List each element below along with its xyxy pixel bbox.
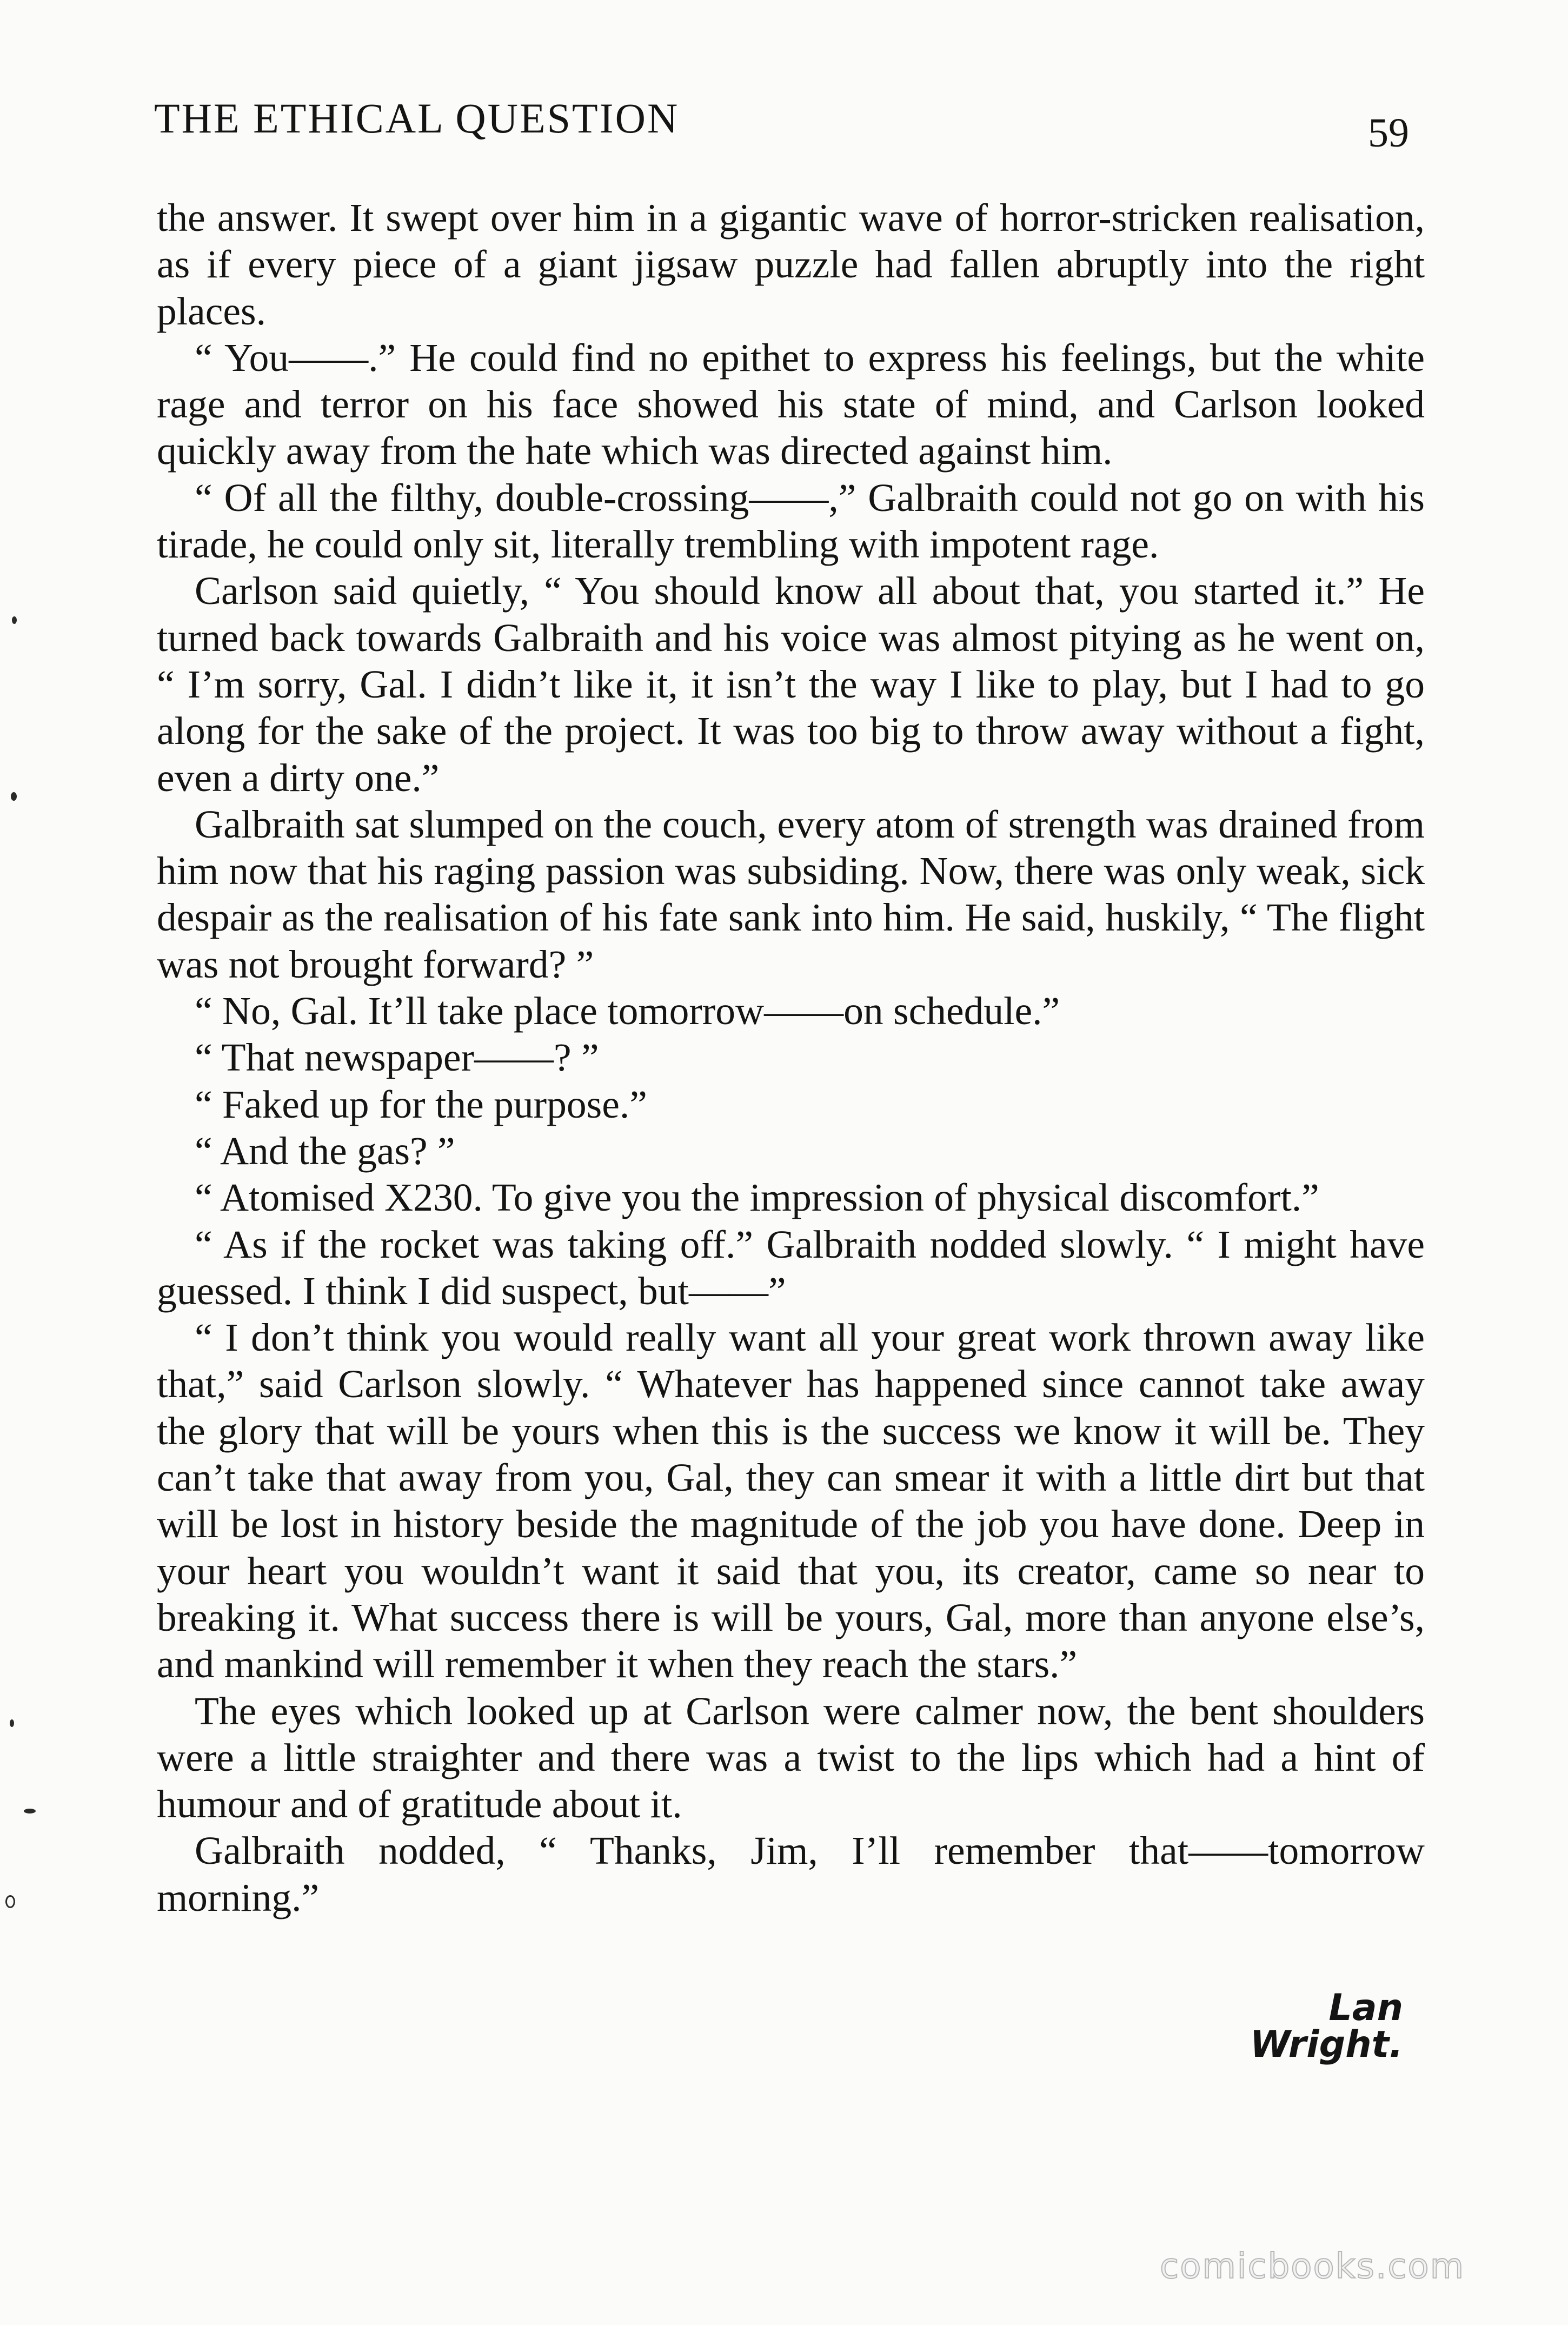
paragraph: “ Faked up for the purpose.”: [195, 1082, 647, 1126]
author-byline: Lan Wright.: [1250, 1987, 1403, 2066]
paragraph: “ And the gas? ”: [195, 1128, 455, 1173]
scan-speck: [11, 792, 17, 801]
paragraph: “ I don’t think you would really want all your great work thrown away like that,” said Carlson slowly. “ Whatever has happened since cannot take away the glory that will be yours when this is the success we know it will be. They can’t take that away from you, Gal, they can smear it with a little dirt but that will be lost in history beside the magnitude of the job you have done. Deep in your heart you wouldn’t want it said that you, its creator, came so near to breaking it. What success there is will be yours, Gal, more than anyone else’s, and mankind will remember it when they reach the stars.”: [157, 1316, 1425, 1686]
scan-speck: [12, 616, 17, 624]
paragraph: Galbraith nodded, “ Thanks, Jim, I’ll remember that——tomorrow morning.”: [157, 1829, 1425, 1919]
paragraph: The eyes which looked up at Carlson were calmer now, the bent shoulders were a little straighter and there was a twist to the lips which had a hint of humour and of gratitude about it.: [157, 1689, 1425, 1826]
scan-speck: [10, 1719, 14, 1727]
paragraph: Carlson said quietly, “ You should know all about that, you started it.” He turned back towards Galbraith and his voice was almost pitying as he went on, “ I’m sorry, Gal. I didn’t like it, it isn’t the way I like to play, but I had to go along for the sake of the project. It was too big to throw away without a fight, even a dirty one.”: [157, 569, 1425, 800]
paragraph: “ Of all the filthy, double-crossing——,” Galbraith could not go on with his tirade, he could only sit, literally trembling with impotent rage.: [157, 475, 1425, 567]
paragraph: “ You——.” He could find no epithet to express his feelings, but the white rage and terror on his face showed his state of mind, and Carlson looked quickly away from the hate which was directed against him.: [157, 335, 1425, 473]
story-text: [157, 195, 1425, 1921]
paragraph: “ Atomised X230. To give you the impression of physical discomfort.”: [195, 1175, 1319, 1220]
paragraph: “ As if the rocket was taking off.” Galbraith nodded slowly. “ I might have guessed. I think I did suspect, but——”: [157, 1222, 1425, 1313]
running-head-title: THE ETHICAL QUESTION: [154, 95, 680, 142]
paragraph: “ That newspaper——? ”: [195, 1035, 599, 1080]
watermark-logo: comicbooks.com: [1160, 2247, 1465, 2287]
paragraph: Galbraith sat slumped on the couch, every atom of strength was drained from him now that his raging passion was subsiding. Now, there was only weak, sick despair as the realisation of his fate sank into him. He said, huskily, “ The flight was not brought forward? ”: [157, 802, 1425, 986]
page-number: 59: [1368, 110, 1409, 156]
paragraph: “ No, Gal. It’ll take place tomorrow——on schedule.”: [195, 989, 1060, 1033]
scan-speck: [24, 1809, 36, 1813]
paragraph: the answer. It swept over him in a gigantic wave of horror-stricken realisation, as if every piece of a giant jigsaw puzzle had fallen abruptly into the right places.: [157, 196, 1425, 333]
scan-speck: [5, 1895, 15, 1908]
